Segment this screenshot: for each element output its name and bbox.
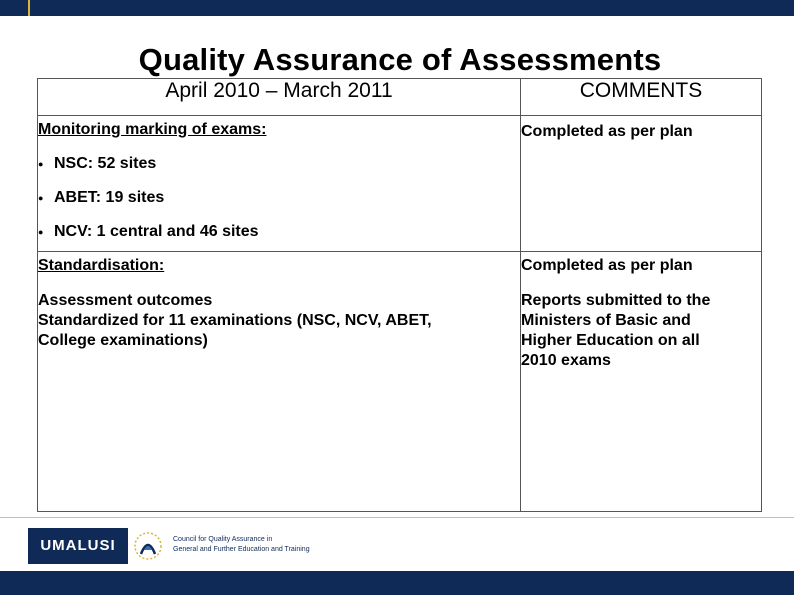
header-comments: COMMENTS xyxy=(521,79,762,116)
bottom-banner xyxy=(0,571,794,595)
standardisation-cell xyxy=(38,252,521,512)
table-row xyxy=(38,252,762,512)
standardisation-title: Standardisation: xyxy=(38,257,165,274)
reports-line-4: 2010 exams xyxy=(521,352,611,369)
header-period: April 2010 – March 2011 xyxy=(38,79,521,116)
standardisation-comment-cell xyxy=(521,252,762,512)
footer-divider xyxy=(0,517,794,518)
list-item: ● ABET: 19 sites xyxy=(38,188,520,208)
list-item: ● NCV: 1 central and 46 sites xyxy=(38,222,520,242)
standardisation-comment: Completed as per plan xyxy=(521,257,693,274)
organization-name xyxy=(173,535,310,555)
slide-title: Quality Assurance of Assessments xyxy=(138,42,662,77)
monitoring-title: Monitoring marking of exams: xyxy=(38,121,267,138)
table-header-row xyxy=(38,79,762,116)
umalusi-logo: UMALUSI xyxy=(28,528,128,564)
outcomes-line-1: Assessment outcomes xyxy=(38,292,213,309)
reports-line-3: Higher Education on all xyxy=(521,332,700,349)
assessment-table xyxy=(37,78,762,512)
list-item: ● NSC: 52 sites xyxy=(38,154,520,174)
top-banner-accent xyxy=(28,0,30,16)
org-line-1: Council for Quality Assurance in xyxy=(173,536,273,543)
reports-line-1: Reports submitted to the xyxy=(521,292,711,309)
table-row xyxy=(38,116,762,252)
monitoring-list xyxy=(38,154,520,242)
outcomes-line-3: College examinations) xyxy=(38,332,208,349)
org-line-2: General and Further Education and Training xyxy=(173,546,310,553)
monitoring-cell xyxy=(38,116,521,252)
monitoring-comment: Completed as per plan xyxy=(521,116,762,252)
outcomes-line-2: Standardized for 11 examinations (NSC, NCV, ABET, xyxy=(38,312,432,329)
top-banner xyxy=(0,0,794,16)
reports-line-2: Ministers of Basic and xyxy=(521,312,691,329)
emblem-icon xyxy=(133,524,163,566)
